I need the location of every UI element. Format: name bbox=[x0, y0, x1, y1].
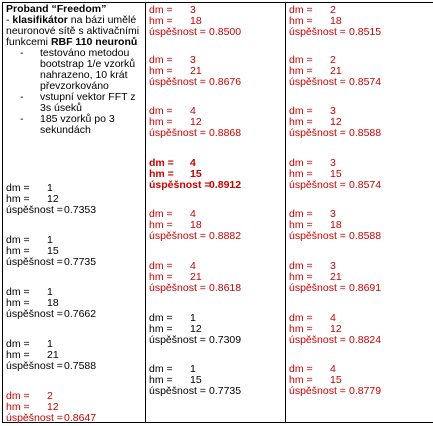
bullet-marker: - bbox=[20, 113, 24, 125]
dm-label: dm = bbox=[6, 234, 30, 246]
success-label: úspěšnost = bbox=[6, 256, 63, 268]
table-row bbox=[3, 3, 433, 423]
hm-label: hm = bbox=[149, 116, 173, 128]
bullet-text: vstupní vektor FFT z 3s úseků bbox=[40, 91, 136, 114]
success-value: 0.8824 bbox=[349, 334, 382, 346]
dm-value: 4 bbox=[330, 363, 336, 375]
result-success-line bbox=[289, 335, 381, 346]
success-value: 0.8618 bbox=[209, 282, 242, 294]
hm-label: hm = bbox=[149, 219, 173, 231]
dm-label: dm = bbox=[149, 312, 173, 324]
intro-lead-prefix: - bbox=[6, 14, 13, 26]
dm-label: dm = bbox=[289, 260, 313, 272]
dm-value: 3 bbox=[190, 4, 196, 16]
success-value: 0.8676 bbox=[209, 76, 242, 88]
result-success-line bbox=[289, 180, 381, 191]
success-value: 0.8912 bbox=[209, 179, 242, 191]
success-label: úspěšnost = bbox=[149, 76, 206, 88]
dm-value: 2 bbox=[330, 4, 336, 16]
hm-value: 15 bbox=[47, 245, 59, 257]
result-success-line bbox=[6, 257, 96, 268]
hm-label: hm = bbox=[149, 65, 173, 77]
dm-label: dm = bbox=[149, 105, 173, 117]
success-label: úspěšnost = bbox=[6, 204, 63, 216]
hm-value: 12 bbox=[330, 116, 342, 128]
success-label: úspěšnost = bbox=[289, 334, 346, 346]
dm-label: dm = bbox=[289, 312, 313, 324]
result-success-line bbox=[6, 309, 96, 320]
hm-value: 12 bbox=[190, 323, 202, 335]
intro-lead-bold-2: RBF 110 neuronů bbox=[50, 36, 138, 48]
result-success-line bbox=[6, 361, 96, 372]
success-value: 0.7735 bbox=[209, 385, 242, 397]
bullet-marker: - bbox=[20, 91, 24, 103]
success-value: 0.8882 bbox=[209, 230, 242, 242]
success-label: úspěšnost = bbox=[149, 230, 206, 242]
dm-value: 1 bbox=[190, 312, 196, 324]
success-label: úspěšnost = bbox=[6, 360, 63, 372]
success-value: 0.8574 bbox=[349, 76, 382, 88]
dm-value: 4 bbox=[190, 208, 196, 220]
result-success-line bbox=[6, 205, 96, 216]
dm-value: 4 bbox=[190, 105, 196, 117]
dm-value: 3 bbox=[330, 157, 336, 169]
dm-value: 3 bbox=[190, 54, 196, 66]
hm-label: hm = bbox=[289, 271, 313, 283]
dm-label: dm = bbox=[149, 363, 173, 375]
bullet-text: testováno metodou bootstrap 1/e vzorků nahrazeno, 10 krát převzorkováno bbox=[40, 47, 136, 92]
hm-label: hm = bbox=[6, 297, 30, 309]
dm-value: 1 bbox=[47, 182, 53, 194]
dm-value: 3 bbox=[330, 208, 336, 220]
result-success-line bbox=[149, 283, 241, 294]
hm-label: hm = bbox=[289, 323, 313, 335]
dm-value: 2 bbox=[330, 54, 336, 66]
result-success-line bbox=[289, 283, 381, 294]
intro-description bbox=[6, 15, 142, 136]
success-value: 0.8779 bbox=[349, 385, 382, 397]
hm-label: hm = bbox=[149, 323, 173, 335]
dm-label: dm = bbox=[149, 54, 173, 66]
hm-value: 12 bbox=[47, 193, 59, 205]
hm-label: hm = bbox=[149, 15, 173, 27]
proband-title: Proband “Freedom” bbox=[6, 3, 107, 15]
hm-value: 18 bbox=[330, 219, 342, 231]
hm-label: hm = bbox=[289, 116, 313, 128]
dm-value: 4 bbox=[190, 260, 196, 272]
hm-label: hm = bbox=[6, 401, 30, 413]
dm-value: 1 bbox=[47, 286, 53, 298]
result-success-line bbox=[289, 27, 381, 38]
hm-value: 21 bbox=[330, 271, 342, 283]
success-value: 0.8574 bbox=[349, 179, 382, 191]
hm-value: 18 bbox=[47, 297, 59, 309]
hm-label: hm = bbox=[289, 219, 313, 231]
dm-label: dm = bbox=[149, 4, 173, 16]
hm-label: hm = bbox=[289, 15, 313, 27]
column-2 bbox=[146, 3, 286, 423]
result-success-line bbox=[149, 180, 241, 191]
result-success-line bbox=[149, 77, 241, 88]
intro-bullet bbox=[20, 91, 142, 114]
hm-value: 21 bbox=[190, 65, 202, 77]
success-label: úspěšnost = bbox=[289, 282, 346, 294]
intro-lead-text: na bázi umělé neuronové sítě s aktivačními funkcemi bbox=[6, 14, 140, 48]
success-label: úspěšnost = bbox=[149, 282, 206, 294]
success-label: úspěšnost = bbox=[289, 127, 346, 139]
hm-value: 15 bbox=[190, 374, 202, 386]
dm-label: dm = bbox=[289, 157, 313, 169]
success-label: úspěšnost = bbox=[149, 179, 211, 191]
success-label: úspěšnost = bbox=[289, 26, 346, 38]
bullet-marker: - bbox=[20, 47, 24, 59]
success-label: úspěšnost = bbox=[289, 76, 346, 88]
success-value: 0.8691 bbox=[349, 282, 382, 294]
success-value: 0.7735 bbox=[64, 256, 97, 268]
intro-bullet bbox=[20, 47, 142, 92]
hm-value: 12 bbox=[47, 401, 59, 413]
success-label: úspěšnost = bbox=[149, 385, 206, 397]
success-value: 0.7588 bbox=[64, 360, 97, 372]
hm-value: 18 bbox=[190, 219, 202, 231]
success-label: úspěšnost = bbox=[289, 179, 346, 191]
success-value: 0.8515 bbox=[349, 26, 382, 38]
result-success-line bbox=[149, 128, 241, 139]
hm-value: 15 bbox=[330, 168, 342, 180]
success-label: úspěšnost = bbox=[6, 308, 63, 320]
hm-label: hm = bbox=[289, 65, 313, 77]
hm-value: 12 bbox=[330, 323, 342, 335]
success-value: 0.8647 bbox=[64, 412, 97, 424]
success-value: 0.8868 bbox=[209, 127, 242, 139]
dm-value: 1 bbox=[47, 338, 53, 350]
results-table bbox=[2, 2, 433, 423]
success-value: 0.7353 bbox=[64, 204, 97, 216]
success-value: 0.7662 bbox=[64, 308, 97, 320]
column-1 bbox=[3, 3, 146, 423]
success-value: 0.8500 bbox=[209, 26, 242, 38]
dm-value: 4 bbox=[330, 312, 336, 324]
intro-bullet-list bbox=[6, 48, 142, 136]
result-success-line bbox=[289, 128, 381, 139]
dm-value: 1 bbox=[190, 363, 196, 375]
hm-label: hm = bbox=[149, 168, 174, 180]
dm-label: dm = bbox=[6, 182, 30, 194]
dm-value: 1 bbox=[47, 234, 53, 246]
success-label: úspěšnost = bbox=[289, 385, 346, 397]
bullet-text: 185 vzorků po 3 sekundách bbox=[40, 113, 115, 136]
result-success-line bbox=[6, 413, 96, 424]
hm-value: 18 bbox=[190, 15, 202, 27]
dm-label: dm = bbox=[149, 260, 173, 272]
result-success-line bbox=[149, 27, 241, 38]
hm-value: 21 bbox=[47, 349, 59, 361]
dm-value: 3 bbox=[330, 260, 336, 272]
success-label: úspěšnost = bbox=[149, 26, 206, 38]
result-success-line bbox=[289, 77, 381, 88]
hm-label: hm = bbox=[289, 168, 313, 180]
success-value: 0.8588 bbox=[349, 127, 382, 139]
result-success-line bbox=[289, 386, 381, 397]
hm-value: 18 bbox=[330, 15, 342, 27]
dm-value: 2 bbox=[47, 390, 53, 402]
intro-lead-bold: klasifikátor bbox=[12, 14, 68, 26]
success-label: úspěšnost = bbox=[149, 334, 206, 346]
hm-label: hm = bbox=[6, 193, 30, 205]
result-success-line bbox=[149, 335, 241, 346]
result-success-line bbox=[289, 231, 381, 242]
dm-label: dm = bbox=[289, 54, 313, 66]
dm-label: dm = bbox=[289, 105, 313, 117]
hm-value: 21 bbox=[330, 65, 342, 77]
dm-label: dm = bbox=[6, 338, 30, 350]
hm-value: 12 bbox=[190, 116, 202, 128]
success-value: 0.7309 bbox=[209, 334, 242, 346]
hm-label: hm = bbox=[149, 374, 173, 386]
dm-value: 4 bbox=[190, 157, 196, 169]
dm-value: 3 bbox=[330, 105, 336, 117]
hm-label: hm = bbox=[6, 349, 30, 361]
result-success-line bbox=[149, 386, 241, 397]
dm-label: dm = bbox=[6, 286, 30, 298]
hm-value: 21 bbox=[190, 271, 202, 283]
hm-label: hm = bbox=[6, 245, 30, 257]
hm-value: 15 bbox=[190, 168, 202, 180]
success-label: úspěšnost = bbox=[6, 412, 63, 424]
dm-label: dm = bbox=[289, 363, 313, 375]
hm-value: 15 bbox=[330, 374, 342, 386]
dm-label: dm = bbox=[149, 157, 174, 169]
success-value: 0.8588 bbox=[349, 230, 382, 242]
column-3 bbox=[286, 3, 433, 423]
success-label: úspěšnost = bbox=[289, 230, 346, 242]
success-label: úspěšnost = bbox=[149, 127, 206, 139]
dm-label: dm = bbox=[149, 208, 173, 220]
hm-label: hm = bbox=[149, 271, 173, 283]
dm-label: dm = bbox=[289, 4, 313, 16]
intro-bullet bbox=[20, 113, 142, 136]
dm-label: dm = bbox=[289, 208, 313, 220]
hm-label: hm = bbox=[289, 374, 313, 386]
dm-label: dm = bbox=[6, 390, 30, 402]
result-success-line bbox=[149, 231, 241, 242]
